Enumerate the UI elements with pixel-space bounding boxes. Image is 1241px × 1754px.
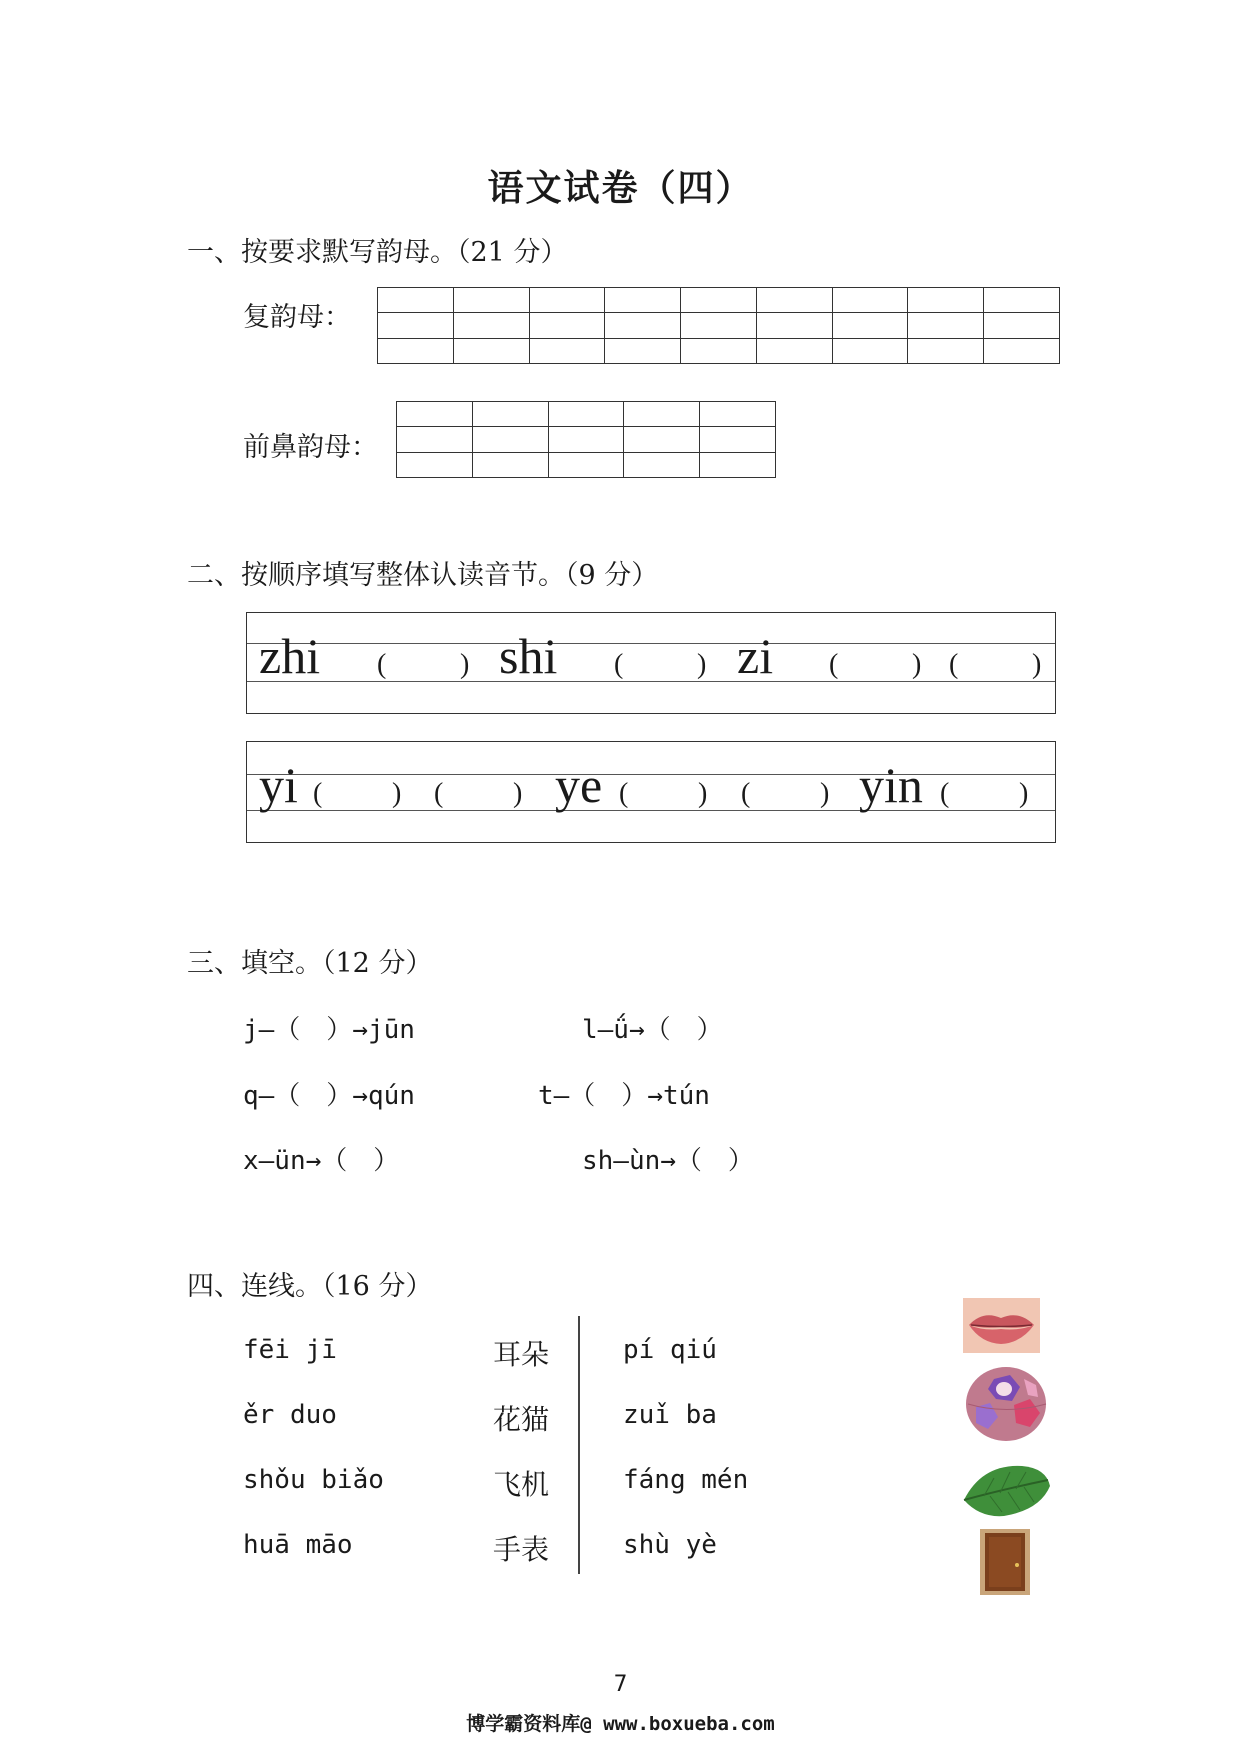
section4-heading: 四、连线。（16 分）	[187, 1271, 433, 1302]
leaf-picture[interactable]	[960, 1460, 1052, 1524]
qianbi-writing-grid[interactable]	[396, 401, 776, 478]
fuyunmu-writing-grid[interactable]	[377, 287, 1060, 364]
blank-paren-close: )	[697, 649, 707, 680]
fill-item-2[interactable]: l—ǘ→（ ）	[582, 1015, 723, 1045]
left-pinyin-3[interactable]: shǒu biǎo	[243, 1465, 384, 1495]
syllable-row-1[interactable]	[246, 612, 1056, 714]
blank-paren-close: )	[392, 778, 402, 809]
blank-paren-close: )	[698, 778, 708, 809]
fill-item-4[interactable]: t—（ ）→tún	[538, 1081, 710, 1111]
right-pinyin-4[interactable]: shù yè	[623, 1530, 717, 1560]
divider-line	[578, 1316, 580, 1574]
fill-item-5[interactable]: x—ün→（ ）	[243, 1146, 400, 1176]
blank-paren-open: (	[434, 778, 444, 809]
blank-paren-open: (	[614, 649, 624, 680]
blank-paren-close: )	[513, 778, 523, 809]
right-pinyin-1[interactable]: pí qiú	[623, 1335, 717, 1365]
left-pinyin-2[interactable]: ěr duo	[243, 1400, 337, 1430]
blank-paren-open: (	[313, 778, 323, 809]
blank-paren-close: )	[1032, 649, 1042, 680]
left-pinyin-1[interactable]: fēi jī	[243, 1335, 337, 1365]
footer-watermark: 博学霸资料库@ www.boxueba.com	[466, 1713, 775, 1735]
blank-paren-open: (	[377, 649, 387, 680]
syllable-zi: zi	[737, 628, 774, 684]
blank-paren-open: (	[940, 778, 950, 809]
blank-paren-open: (	[741, 778, 751, 809]
fill-item-3[interactable]: q—（ ）→qún	[243, 1081, 415, 1111]
syllable-ye: ye	[555, 757, 603, 813]
ball-picture[interactable]	[964, 1365, 1050, 1445]
blank-paren-close: )	[1019, 778, 1029, 809]
blank-paren-open: (	[829, 649, 839, 680]
hanzi-4[interactable]: 手表	[493, 1533, 550, 1566]
qianbi-label: 前鼻韵母：	[243, 432, 378, 463]
blank-paren-close: )	[460, 649, 470, 680]
page-title: 语文试卷（四）	[487, 167, 754, 209]
hanzi-3[interactable]: 飞机	[493, 1468, 550, 1501]
door-picture[interactable]	[978, 1529, 1032, 1595]
section2-heading: 二、按顺序填写整体认读音节。（9 分）	[187, 560, 659, 591]
lips-picture[interactable]	[963, 1298, 1040, 1353]
hanzi-1[interactable]: 耳朵	[493, 1338, 550, 1371]
right-pinyin-2[interactable]: zuǐ ba	[623, 1400, 717, 1430]
blank-paren-open: (	[949, 649, 959, 680]
blank-paren-close: )	[820, 778, 830, 809]
blank-paren-open: (	[619, 778, 629, 809]
syllable-row-2[interactable]	[246, 741, 1056, 843]
fuyunmu-label: 复韵母：	[243, 302, 351, 333]
syllable-yi: yi	[259, 757, 298, 813]
section3-heading: 三、填空。（12 分）	[187, 948, 433, 979]
left-pinyin-4[interactable]: huā māo	[243, 1530, 353, 1560]
right-pinyin-3[interactable]: fáng mén	[623, 1465, 749, 1495]
syllable-yin: yin	[859, 757, 923, 813]
blank-paren-close: )	[912, 649, 922, 680]
syllable-zhi: zhi	[259, 628, 321, 684]
section1-heading: 一、按要求默写韵母。（21 分）	[187, 237, 568, 268]
fill-item-6[interactable]: sh—ùn→（ ）	[582, 1146, 754, 1176]
hanzi-2[interactable]: 花猫	[493, 1403, 550, 1436]
fill-item-1[interactable]: j—（ ）→jūn	[243, 1015, 415, 1045]
page-number: 7	[613, 1672, 628, 1697]
syllable-shi: shi	[499, 628, 558, 684]
